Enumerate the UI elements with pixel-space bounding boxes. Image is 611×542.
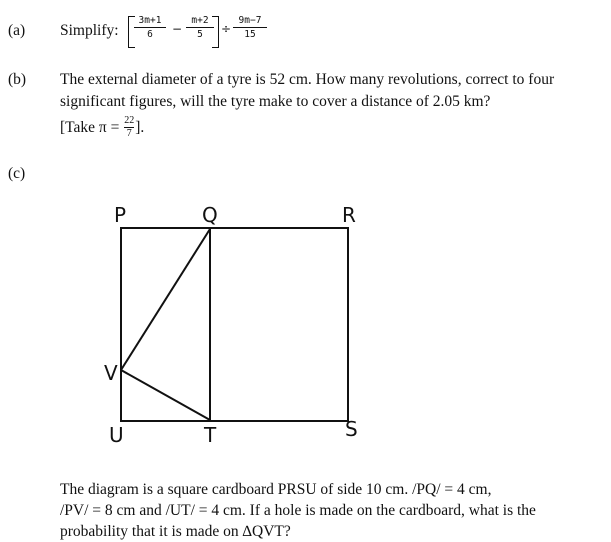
- fraction-3-denominator: 15: [244, 29, 256, 40]
- divide-sign: ÷: [221, 22, 232, 36]
- fraction-3-numerator: 9m−7: [238, 15, 262, 26]
- take-pi-prefix: [Take π =: [60, 119, 124, 137]
- minus-sign: −: [172, 22, 183, 36]
- question-c-line-2: /PV/ = 8 cm and /UT/ = 4 cm. If a hole is made on the cardboard, what is the: [60, 502, 536, 519]
- fraction-1-denominator: 6: [147, 29, 153, 40]
- question-a-label: (a): [8, 22, 26, 39]
- pi-numerator: 22: [124, 115, 135, 126]
- question-c-line-3: probability that it is made on ∆QVT?: [60, 523, 291, 540]
- fraction-2-denominator: 5: [197, 29, 203, 40]
- question-c-line-1: The diagram is a square cardboard PRSU of side 10 cm. /PQ/ = 4 cm,: [60, 481, 492, 498]
- vertex-label-q: Q: [202, 203, 218, 227]
- square-prsu: [121, 228, 348, 421]
- vertex-label-t: T: [204, 423, 217, 447]
- question-b-label: (b): [8, 71, 27, 88]
- pi-denominator: 7: [126, 128, 132, 139]
- line-vt: [121, 370, 210, 420]
- fraction-1-numerator: 3m+1: [138, 15, 162, 26]
- vertex-label-s: S: [345, 417, 358, 441]
- vertex-label-u: U: [109, 423, 124, 447]
- question-b-line-1: The external diameter of a tyre is 52 cm. How many revolutions, correct to four: [60, 71, 555, 88]
- vertex-label-r: R: [342, 203, 356, 227]
- fraction-2-numerator: m+2: [191, 15, 209, 26]
- question-a-prompt: Simplify:: [60, 22, 119, 39]
- line-qv: [121, 229, 210, 370]
- vertex-label-v: V: [104, 361, 118, 385]
- question-b-line-2: significant figures, will the tyre make to cover a distance of 2.05 km?: [60, 93, 491, 110]
- vertex-label-p: P: [114, 203, 127, 227]
- question-c-label: (c): [8, 165, 26, 182]
- take-pi-suffix: ].: [135, 119, 145, 137]
